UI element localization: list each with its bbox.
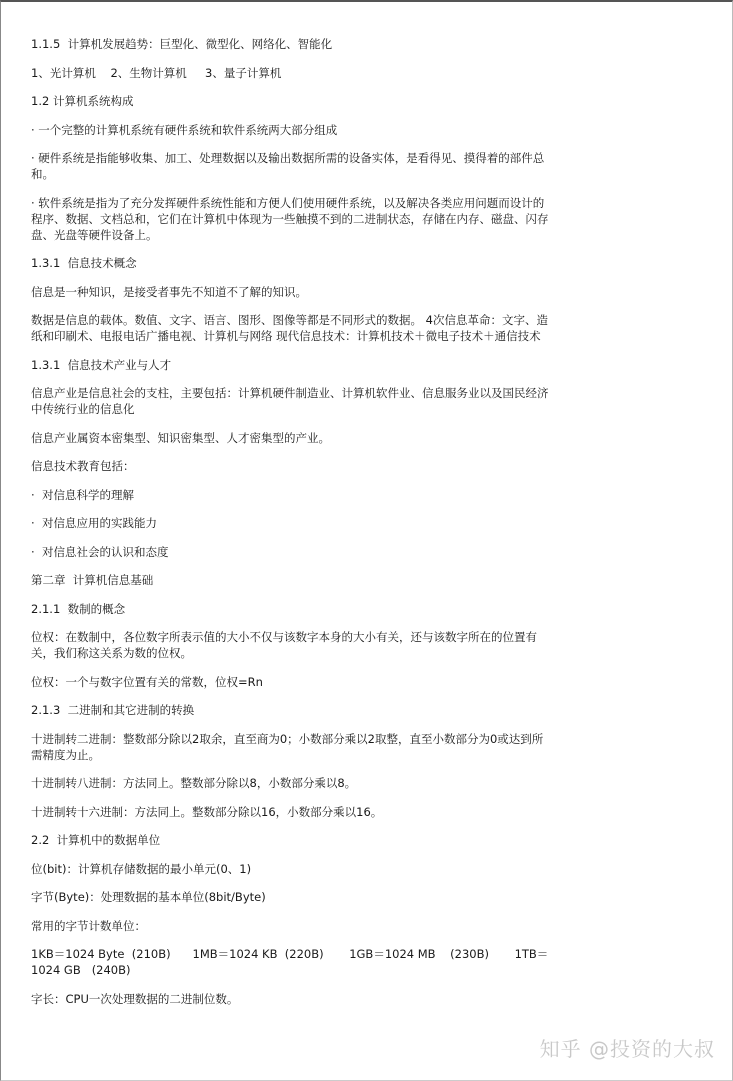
paragraph-weight-formula: 位权：一个与数字位置有关的常数，位权=Rn [31,674,263,689]
bullet-education-science: · 对信息科学的理解 [31,487,134,502]
heading-2-1-3: 2.1.3 二进制和其它进制的转换 [31,703,195,717]
heading-chapter-2: 第二章 计算机信息基础 [31,573,154,587]
paragraph-information-industry: 信息产业是信息社会的支柱，主要包括：计算机硬件制造业、计算机软件业、信息服务业以及国民经济中传统行业的信息化 [31,386,549,416]
bullet-education-attitude: · 对信息社会的认识和态度 [31,544,169,559]
bullet-software-system: · 软件系统是指为了充分发挥硬件系统性能和方便人们使用硬件系统，以及解决各类应用问题而设计的程序、数据、文档总和，它们在计算机中体现为一些触摸不到的二进制状态，存储在内存、磁盘、闪存盘、光盘等硬件设备上。 [31,195,549,242]
watermark: 知乎 @投资的大叔 [539,1037,715,1061]
paragraph-education-intro: 信息技术教育包括： [31,459,135,473]
document-body [31,36,551,1019]
heading-1-2: 1.2 计算机系统构成 [31,94,134,108]
paragraph-dec-to-hex: 十进制转十六进制：方法同上。整数部分除以16，小数部分乘以16。 [31,804,383,819]
bullet-hardware-system: · 硬件系统是指能够收集、加工、处理数据以及输出数据所需的设备实体，是看得见、摸得着的部件总和。 [31,151,545,181]
heading-2-2: 2.2 计算机中的数据单位 [31,833,161,847]
heading-2-1-1: 2.1.1 数制的概念 [31,601,126,616]
paragraph-weight-definition: 位权：在数制中，各位数字所表示值的大小不仅与该数字本身的大小有关，还与该数字所在的位置有关，我们称这关系为数的位权。 [31,630,537,660]
paragraph-bit: 位(bit)：计算机存储数据的最小单元(0、1) [31,861,252,876]
bullet-system-composition: · 一个完整的计算机系统有硬件系统和软件系统两大部分组成 [31,122,338,137]
paragraph-dec-to-bin: 十进制转二进制：整数部分除以2取余，直至商为0；小数部分乘以2取整，直至小数部分为0或达到所需精度为止。 [31,731,544,762]
paragraph-units-intro: 常用的字节计数单位： [31,918,146,933]
paragraph-industry-type: 信息产业属资本密集型、知识密集型、人才密集型的产业。 [31,430,330,445]
bullet-education-practice: · 对信息应用的实践能力 [31,516,157,530]
paragraph-data-carrier: 数据是信息的载体。数值、文字、语言、图形、图像等都是不同形式的数据。 4次信息革命：文字、造纸和印刷术、电报电话广播电视、计算机与网络 现代信息技术：计算机技术＋微电子技术＋通信技术 [31,313,548,343]
heading-1-1-5: 1.1.5 计算机发展趋势：巨型化、微型化、网络化、智能化 [31,37,333,51]
computer-types-line: 1、光计算机 2、生物计算机 3、量子计算机 [31,65,282,80]
heading-1-3-1-industry: 1.3.1 信息技术产业与人才 [31,357,172,372]
heading-1-3-1-concept: 1.3.1 信息技术概念 [31,256,137,270]
paragraph-information-definition: 信息是一种知识，是接受者事先不知道不了解的知识。 [31,284,307,299]
paragraph-units-list: 1KB＝1024 Byte (210B) 1MB＝1024 KB (220B) 1GB＝1024 MB (230B) 1TB＝1024 GB (240B) [31,947,549,977]
paragraph-word-length: 字长：CPU一次处理数据的二进制位数。 [31,991,239,1006]
paragraph-dec-to-oct: 十进制转八进制：方法同上。整数部分除以8，小数部分乘以8。 [31,776,357,790]
paragraph-byte: 字节(Byte)：处理数据的基本单位(8bit/Byte) [31,890,266,904]
